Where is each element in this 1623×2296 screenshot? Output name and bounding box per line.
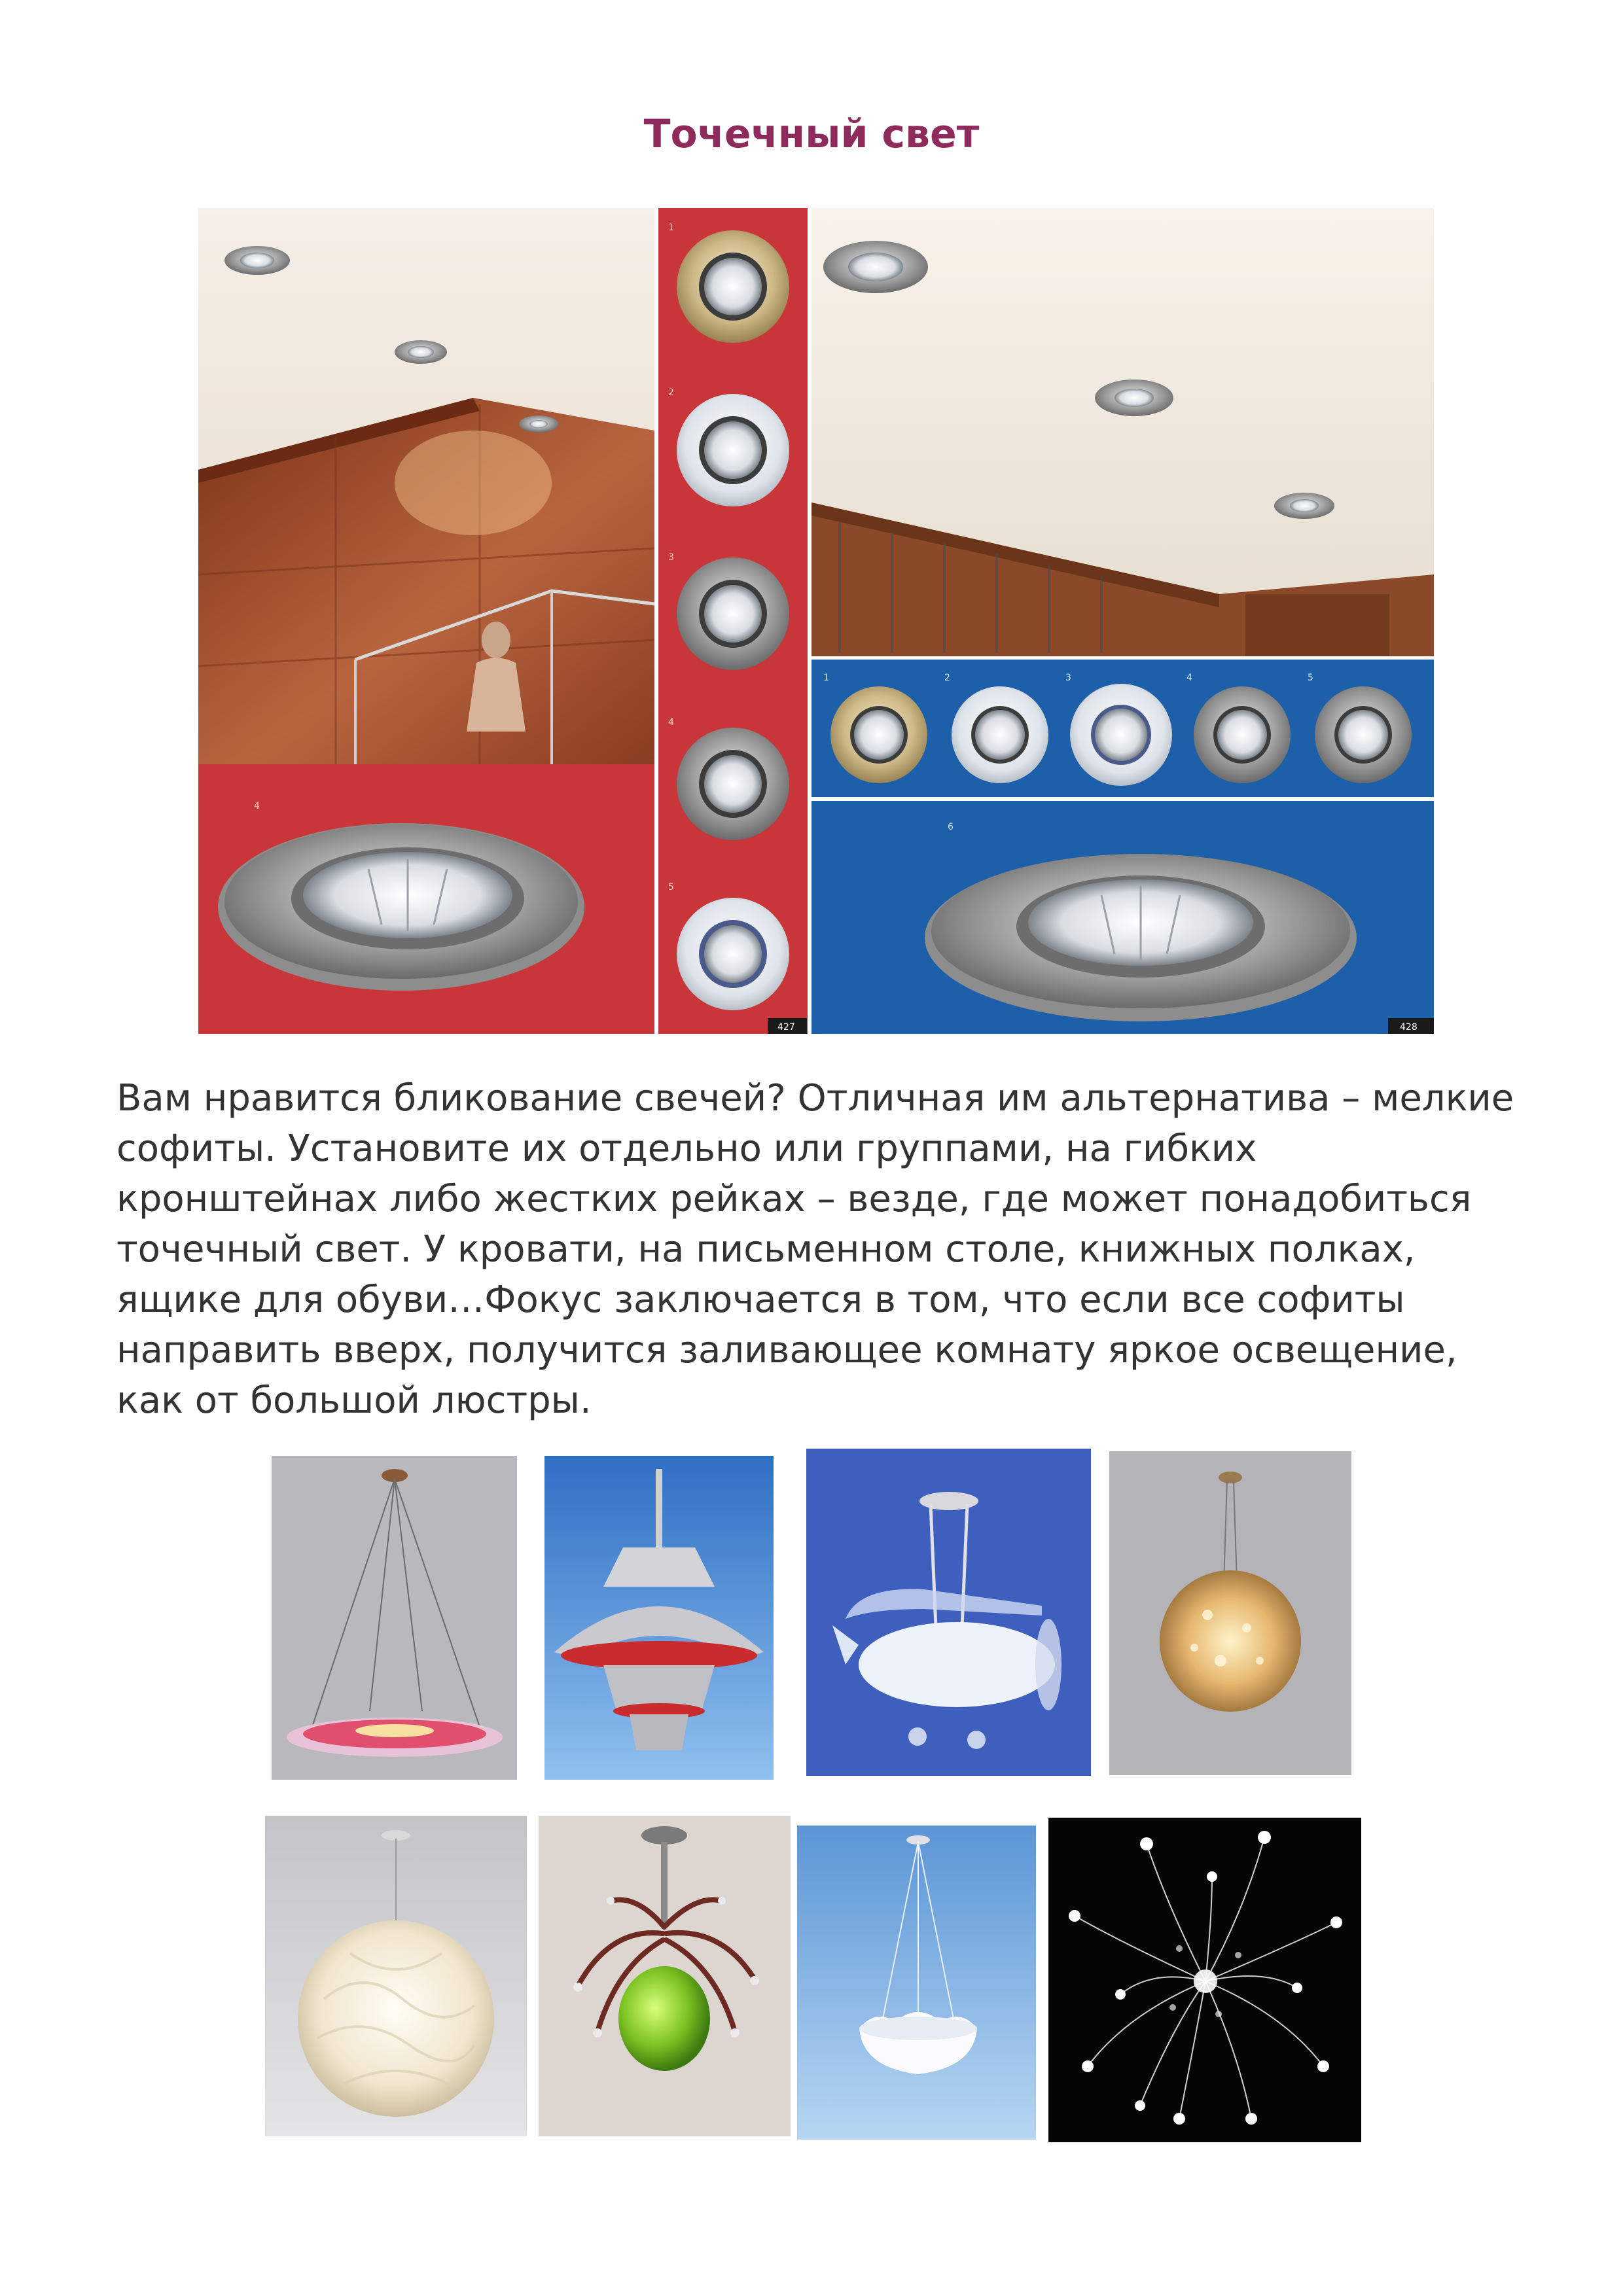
strip-number-1: 1 <box>668 222 674 233</box>
body-paragraph: Вам нравится бликование свечей? Отличная им альтернатива – мелкие софиты. Установите их отдельно или группами, на гибких кронштейнах либо жестких рейках – везде, где может понадобиться точечный свет. У кровати, на письменном столе, книжных полках, ящике для обуви…Фокус заключается в том, что если все софиты направить вверх, получится заливающее комнату яркое освещение, как от большой люстры. <box>116 1077 1514 1422</box>
strip-number-2: 2 <box>668 387 674 398</box>
catalog-row-five <box>812 660 1434 797</box>
photo-green-glass-chandelier <box>539 1816 791 2136</box>
photo-golden-sphere-pendant <box>1109 1451 1351 1775</box>
photo-pink-disc-pendant <box>272 1456 517 1780</box>
photo-interior-right <box>812 208 1434 656</box>
left-big-label: 4 <box>254 801 260 811</box>
photo-interior-left <box>198 208 654 764</box>
photo-red-tiered-pendant <box>544 1456 774 1780</box>
row-number-3: 3 <box>1065 673 1071 683</box>
photo-spotlight-red <box>198 764 654 1034</box>
row-number-5: 5 <box>1308 673 1313 683</box>
photo-sparkle-chandelier <box>1048 1818 1361 2142</box>
photo-airplane-chandelier <box>806 1449 1091 1776</box>
right-page-number: 428 <box>1400 1022 1418 1033</box>
photo-spotlight-blue <box>812 801 1434 1034</box>
catalog-strip-vertical <box>658 208 808 1034</box>
right-big-label: 6 <box>948 822 954 832</box>
row-number-1: 1 <box>823 673 829 683</box>
page-title: Точечный свет <box>643 111 980 157</box>
photo-white-bowl-pendant <box>797 1826 1036 2140</box>
strip-number-5: 5 <box>668 882 674 892</box>
row-number-4: 4 <box>1186 673 1192 683</box>
catalog-collage <box>198 208 1434 1034</box>
strip-number-4: 4 <box>668 717 674 728</box>
strip-number-3: 3 <box>668 552 674 563</box>
left-page-number: 427 <box>777 1022 795 1033</box>
photo-white-knot-sphere <box>265 1816 527 2136</box>
row-number-2: 2 <box>944 673 950 683</box>
